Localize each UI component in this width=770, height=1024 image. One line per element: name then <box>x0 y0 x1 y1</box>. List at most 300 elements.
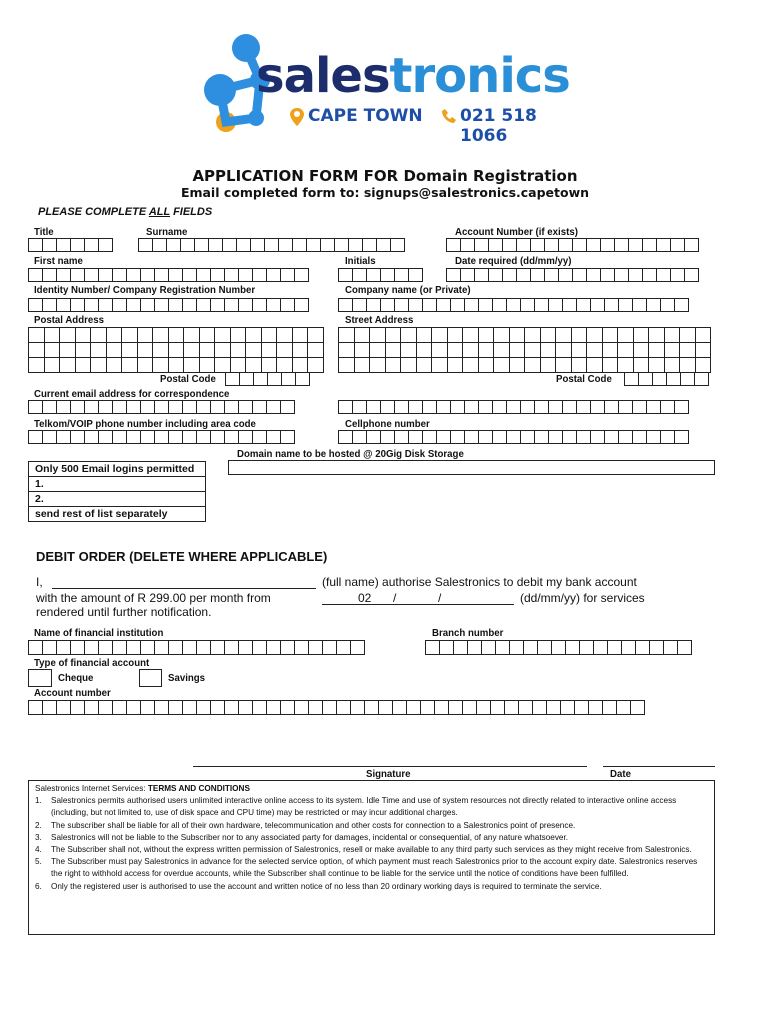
input-cell[interactable] <box>348 238 363 252</box>
input-cell[interactable] <box>208 238 223 252</box>
input-cell[interactable] <box>680 358 696 373</box>
input-cell[interactable] <box>196 430 211 444</box>
input-cell[interactable] <box>98 400 113 414</box>
input-cell[interactable] <box>523 640 538 655</box>
input-cell[interactable] <box>479 358 495 373</box>
branch-boxes[interactable] <box>425 640 691 655</box>
input-cell[interactable] <box>91 328 107 343</box>
input-cell[interactable] <box>603 343 619 358</box>
input-cell[interactable] <box>541 358 557 373</box>
input-cell[interactable] <box>618 430 633 444</box>
input-cell[interactable] <box>336 700 351 715</box>
input-cell[interactable] <box>674 430 689 444</box>
email-boxes-right[interactable] <box>338 400 688 414</box>
input-cell[interactable] <box>572 268 587 282</box>
input-cell[interactable] <box>338 400 353 414</box>
input-cell[interactable] <box>506 400 521 414</box>
input-cell[interactable] <box>266 700 281 715</box>
input-cell[interactable] <box>252 400 267 414</box>
input-cell[interactable] <box>607 640 622 655</box>
input-cell[interactable] <box>126 640 141 655</box>
input-cell[interactable] <box>386 328 402 343</box>
input-cell[interactable] <box>467 640 482 655</box>
first-name-boxes[interactable] <box>28 268 308 282</box>
input-cell[interactable] <box>252 268 267 282</box>
input-cell[interactable] <box>84 238 99 252</box>
input-cell[interactable] <box>140 640 155 655</box>
input-cell[interactable] <box>42 268 57 282</box>
input-cell[interactable] <box>222 238 237 252</box>
input-cell[interactable] <box>322 640 337 655</box>
input-cell[interactable] <box>45 328 61 343</box>
input-cell[interactable] <box>506 430 521 444</box>
input-cell[interactable] <box>91 358 107 373</box>
input-cell[interactable] <box>474 268 489 282</box>
input-cell[interactable] <box>154 400 169 414</box>
input-cell[interactable] <box>635 640 650 655</box>
input-cell[interactable] <box>603 328 619 343</box>
input-cell[interactable] <box>520 400 535 414</box>
input-cell[interactable] <box>420 700 435 715</box>
input-cell[interactable] <box>510 343 526 358</box>
input-cell[interactable] <box>266 640 281 655</box>
input-cell[interactable] <box>84 700 99 715</box>
input-cell[interactable] <box>45 343 61 358</box>
input-cell[interactable] <box>166 238 181 252</box>
input-cell[interactable] <box>338 430 353 444</box>
input-cell[interactable] <box>42 430 57 444</box>
input-cell[interactable] <box>506 298 521 312</box>
input-cell[interactable] <box>652 372 667 386</box>
input-cell[interactable] <box>338 298 353 312</box>
input-cell[interactable] <box>618 328 634 343</box>
input-cell[interactable] <box>29 343 45 358</box>
input-cell[interactable] <box>182 268 197 282</box>
email-boxes-left[interactable] <box>28 400 294 414</box>
input-cell[interactable] <box>510 358 526 373</box>
input-cell[interactable] <box>464 430 479 444</box>
input-cell[interactable] <box>28 430 43 444</box>
input-cell[interactable] <box>408 298 423 312</box>
input-cell[interactable] <box>169 328 185 343</box>
input-cell[interactable] <box>425 640 440 655</box>
input-cell[interactable] <box>604 298 619 312</box>
input-cell[interactable] <box>224 298 239 312</box>
input-cell[interactable] <box>394 400 409 414</box>
input-cell[interactable] <box>231 328 247 343</box>
input-cell[interactable] <box>112 700 127 715</box>
input-cell[interactable] <box>352 268 367 282</box>
input-cell[interactable] <box>70 268 85 282</box>
input-cell[interactable] <box>474 238 489 252</box>
input-cell[interactable] <box>182 400 197 414</box>
input-cell[interactable] <box>154 700 169 715</box>
input-cell[interactable] <box>576 400 591 414</box>
input-cell[interactable] <box>366 268 381 282</box>
input-cell[interactable] <box>122 328 138 343</box>
input-cell[interactable] <box>70 430 85 444</box>
input-cell[interactable] <box>590 400 605 414</box>
cellphone-boxes[interactable] <box>338 430 688 444</box>
input-cell[interactable] <box>448 700 463 715</box>
input-cell[interactable] <box>562 430 577 444</box>
input-cell[interactable] <box>169 343 185 358</box>
input-cell[interactable] <box>556 343 572 358</box>
input-cell[interactable] <box>436 400 451 414</box>
input-cell[interactable] <box>551 640 566 655</box>
input-cell[interactable] <box>548 298 563 312</box>
input-cell[interactable] <box>386 343 402 358</box>
input-cell[interactable] <box>355 328 371 343</box>
input-cell[interactable] <box>587 358 603 373</box>
input-cell[interactable] <box>478 400 493 414</box>
input-cell[interactable] <box>280 430 295 444</box>
input-cell[interactable] <box>638 372 653 386</box>
input-cell[interactable] <box>436 430 451 444</box>
input-cell[interactable] <box>76 328 92 343</box>
input-cell[interactable] <box>576 430 591 444</box>
input-cell[interactable] <box>182 298 197 312</box>
input-cell[interactable] <box>70 400 85 414</box>
input-cell[interactable] <box>70 700 85 715</box>
identity-number-boxes[interactable] <box>28 298 308 312</box>
input-cell[interactable] <box>98 640 113 655</box>
debit-account-number-boxes[interactable] <box>28 700 644 715</box>
input-cell[interactable] <box>107 343 123 358</box>
signature-line[interactable] <box>193 766 587 767</box>
input-cell[interactable] <box>308 328 324 343</box>
input-cell[interactable] <box>674 298 689 312</box>
input-cell[interactable] <box>56 298 71 312</box>
input-cell[interactable] <box>525 328 541 343</box>
input-cell[interactable] <box>572 238 587 252</box>
input-cell[interactable] <box>84 268 99 282</box>
cheque-checkbox[interactable] <box>28 669 52 687</box>
input-cell[interactable] <box>84 430 99 444</box>
input-cell[interactable] <box>604 400 619 414</box>
input-cell[interactable] <box>238 400 253 414</box>
input-cell[interactable] <box>60 328 76 343</box>
input-cell[interactable] <box>448 328 464 343</box>
input-cell[interactable] <box>180 238 195 252</box>
input-cell[interactable] <box>401 328 417 343</box>
input-cell[interactable] <box>565 640 580 655</box>
input-cell[interactable] <box>196 640 211 655</box>
input-cell[interactable] <box>352 430 367 444</box>
input-cell[interactable] <box>632 298 647 312</box>
input-cell[interactable] <box>56 640 71 655</box>
input-cell[interactable] <box>556 358 572 373</box>
input-cell[interactable] <box>196 298 211 312</box>
input-cell[interactable] <box>264 238 279 252</box>
input-cell[interactable] <box>666 372 681 386</box>
input-cell[interactable] <box>534 400 549 414</box>
input-cell[interactable] <box>98 430 113 444</box>
input-cell[interactable] <box>618 400 633 414</box>
input-cell[interactable] <box>355 343 371 358</box>
input-cell[interactable] <box>224 700 239 715</box>
input-cell[interactable] <box>504 700 519 715</box>
input-cell[interactable] <box>670 238 685 252</box>
input-cell[interactable] <box>277 328 293 343</box>
input-cell[interactable] <box>278 238 293 252</box>
input-cell[interactable] <box>634 358 650 373</box>
input-cell[interactable] <box>464 400 479 414</box>
input-cell[interactable] <box>224 640 239 655</box>
input-cell[interactable] <box>579 640 594 655</box>
input-cell[interactable] <box>200 328 216 343</box>
input-cell[interactable] <box>140 400 155 414</box>
input-cell[interactable] <box>308 700 323 715</box>
input-cell[interactable] <box>184 328 200 343</box>
input-cell[interactable] <box>281 372 296 386</box>
input-cell[interactable] <box>350 700 365 715</box>
input-cell[interactable] <box>126 430 141 444</box>
input-cell[interactable] <box>392 700 407 715</box>
input-cell[interactable] <box>366 298 381 312</box>
input-cell[interactable] <box>266 400 281 414</box>
input-cell[interactable] <box>588 700 603 715</box>
input-cell[interactable] <box>586 268 601 282</box>
input-cell[interactable] <box>422 400 437 414</box>
input-cell[interactable] <box>558 268 573 282</box>
input-cell[interactable] <box>453 640 468 655</box>
input-cell[interactable] <box>42 298 57 312</box>
input-cell[interactable] <box>450 430 465 444</box>
input-cell[interactable] <box>463 328 479 343</box>
input-cell[interactable] <box>665 343 681 358</box>
input-cell[interactable] <box>394 430 409 444</box>
input-cell[interactable] <box>280 268 295 282</box>
input-cell[interactable] <box>138 238 153 252</box>
date-line[interactable] <box>603 766 715 767</box>
input-cell[interactable] <box>76 343 92 358</box>
input-cell[interactable] <box>138 343 154 358</box>
input-cell[interactable] <box>277 343 293 358</box>
input-cell[interactable] <box>122 343 138 358</box>
input-cell[interactable] <box>432 328 448 343</box>
input-cell[interactable] <box>138 358 154 373</box>
input-cell[interactable] <box>140 268 155 282</box>
input-cell[interactable] <box>548 400 563 414</box>
street-address-grid[interactable] <box>338 327 711 373</box>
input-cell[interactable] <box>572 343 588 358</box>
input-cell[interactable] <box>448 358 464 373</box>
input-cell[interactable] <box>634 328 650 343</box>
input-cell[interactable] <box>194 238 209 252</box>
input-cell[interactable] <box>280 400 295 414</box>
input-cell[interactable] <box>236 238 251 252</box>
input-cell[interactable] <box>28 298 43 312</box>
input-cell[interactable] <box>98 268 113 282</box>
input-cell[interactable] <box>168 268 183 282</box>
surname-boxes[interactable] <box>138 238 404 252</box>
savings-checkbox[interactable] <box>139 669 162 687</box>
input-cell[interactable] <box>295 372 310 386</box>
input-cell[interactable] <box>656 268 671 282</box>
input-cell[interactable] <box>29 358 45 373</box>
input-cell[interactable] <box>350 640 365 655</box>
input-cell[interactable] <box>126 268 141 282</box>
input-cell[interactable] <box>339 328 355 343</box>
input-cell[interactable] <box>370 328 386 343</box>
input-cell[interactable] <box>481 640 496 655</box>
input-cell[interactable] <box>362 238 377 252</box>
input-cell[interactable] <box>478 430 493 444</box>
input-cell[interactable] <box>660 400 675 414</box>
input-cell[interactable] <box>182 640 197 655</box>
input-cell[interactable] <box>320 238 335 252</box>
input-cell[interactable] <box>215 328 231 343</box>
input-cell[interactable] <box>656 238 671 252</box>
input-cell[interactable] <box>336 640 351 655</box>
input-cell[interactable] <box>266 268 281 282</box>
input-cell[interactable] <box>112 640 127 655</box>
input-cell[interactable] <box>352 298 367 312</box>
input-cell[interactable] <box>42 238 57 252</box>
input-cell[interactable] <box>674 400 689 414</box>
input-cell[interactable] <box>502 268 517 282</box>
input-cell[interactable] <box>182 700 197 715</box>
input-cell[interactable] <box>210 400 225 414</box>
input-cell[interactable] <box>401 343 417 358</box>
input-cell[interactable] <box>262 328 278 343</box>
input-cell[interactable] <box>696 343 712 358</box>
input-cell[interactable] <box>628 268 643 282</box>
input-cell[interactable] <box>154 298 169 312</box>
input-cell[interactable] <box>614 238 629 252</box>
input-cell[interactable] <box>152 238 167 252</box>
input-cell[interactable] <box>450 298 465 312</box>
input-cell[interactable] <box>386 358 402 373</box>
input-cell[interactable] <box>168 700 183 715</box>
input-cell[interactable] <box>153 328 169 343</box>
input-cell[interactable] <box>355 358 371 373</box>
input-cell[interactable] <box>168 400 183 414</box>
input-cell[interactable] <box>126 700 141 715</box>
input-cell[interactable] <box>632 400 647 414</box>
input-cell[interactable] <box>530 268 545 282</box>
input-cell[interactable] <box>215 358 231 373</box>
input-cell[interactable] <box>680 343 696 358</box>
input-cell[interactable] <box>224 430 239 444</box>
input-cell[interactable] <box>520 298 535 312</box>
input-cell[interactable] <box>649 343 665 358</box>
input-cell[interactable] <box>322 700 337 715</box>
date-required-boxes[interactable] <box>446 268 698 282</box>
input-cell[interactable] <box>294 298 309 312</box>
input-cell[interactable] <box>126 400 141 414</box>
input-cell[interactable] <box>112 430 127 444</box>
input-cell[interactable] <box>246 328 262 343</box>
input-cell[interactable] <box>210 268 225 282</box>
input-cell[interactable] <box>696 328 712 343</box>
input-cell[interactable] <box>646 298 661 312</box>
input-cell[interactable] <box>45 358 61 373</box>
input-cell[interactable] <box>696 358 712 373</box>
input-cell[interactable] <box>294 640 309 655</box>
input-cell[interactable] <box>649 358 665 373</box>
input-cell[interactable] <box>352 400 367 414</box>
account-number-boxes[interactable] <box>446 238 698 252</box>
input-cell[interactable] <box>432 358 448 373</box>
input-cell[interactable] <box>376 238 391 252</box>
input-cell[interactable] <box>28 700 43 715</box>
input-cell[interactable] <box>252 640 267 655</box>
input-cell[interactable] <box>618 358 634 373</box>
input-cell[interactable] <box>586 238 601 252</box>
input-cell[interactable] <box>624 372 639 386</box>
input-cell[interactable] <box>224 268 239 282</box>
company-name-boxes[interactable] <box>338 298 688 312</box>
input-cell[interactable] <box>587 343 603 358</box>
input-cell[interactable] <box>562 298 577 312</box>
input-cell[interactable] <box>334 238 349 252</box>
input-cell[interactable] <box>408 268 423 282</box>
input-cell[interactable] <box>600 268 615 282</box>
input-cell[interactable] <box>380 268 395 282</box>
input-cell[interactable] <box>380 400 395 414</box>
input-cell[interactable] <box>84 640 99 655</box>
input-cell[interactable] <box>267 372 282 386</box>
input-cell[interactable] <box>56 400 71 414</box>
input-cell[interactable] <box>488 268 503 282</box>
input-cell[interactable] <box>450 400 465 414</box>
input-cell[interactable] <box>603 358 619 373</box>
input-cell[interactable] <box>122 358 138 373</box>
input-cell[interactable] <box>492 400 507 414</box>
input-cell[interactable] <box>153 343 169 358</box>
input-cell[interactable] <box>266 430 281 444</box>
input-cell[interactable] <box>544 238 559 252</box>
input-cell[interactable] <box>422 430 437 444</box>
input-cell[interactable] <box>694 372 709 386</box>
input-cell[interactable] <box>266 298 281 312</box>
input-cell[interactable] <box>168 298 183 312</box>
input-cell[interactable] <box>70 640 85 655</box>
postal-address-grid[interactable] <box>28 327 324 373</box>
input-cell[interactable] <box>28 640 43 655</box>
input-cell[interactable] <box>394 268 409 282</box>
input-cell[interactable] <box>70 238 85 252</box>
input-cell[interactable] <box>84 298 99 312</box>
input-cell[interactable] <box>494 343 510 358</box>
input-cell[interactable] <box>618 298 633 312</box>
input-cell[interactable] <box>306 238 321 252</box>
input-cell[interactable] <box>510 328 526 343</box>
input-cell[interactable] <box>463 358 479 373</box>
input-cell[interactable] <box>154 268 169 282</box>
input-cell[interactable] <box>587 328 603 343</box>
input-cell[interactable] <box>572 358 588 373</box>
input-cell[interactable] <box>684 238 699 252</box>
input-cell[interactable] <box>200 343 216 358</box>
input-cell[interactable] <box>238 268 253 282</box>
input-cell[interactable] <box>56 238 71 252</box>
input-cell[interactable] <box>28 268 43 282</box>
input-cell[interactable] <box>262 343 278 358</box>
input-cell[interactable] <box>630 700 645 715</box>
input-cell[interactable] <box>642 268 657 282</box>
input-cell[interactable] <box>562 400 577 414</box>
input-cell[interactable] <box>406 700 421 715</box>
input-cell[interactable] <box>439 640 454 655</box>
input-cell[interactable] <box>680 328 696 343</box>
input-cell[interactable] <box>126 298 141 312</box>
input-cell[interactable] <box>520 430 535 444</box>
input-cell[interactable] <box>616 700 631 715</box>
input-cell[interactable] <box>168 640 183 655</box>
